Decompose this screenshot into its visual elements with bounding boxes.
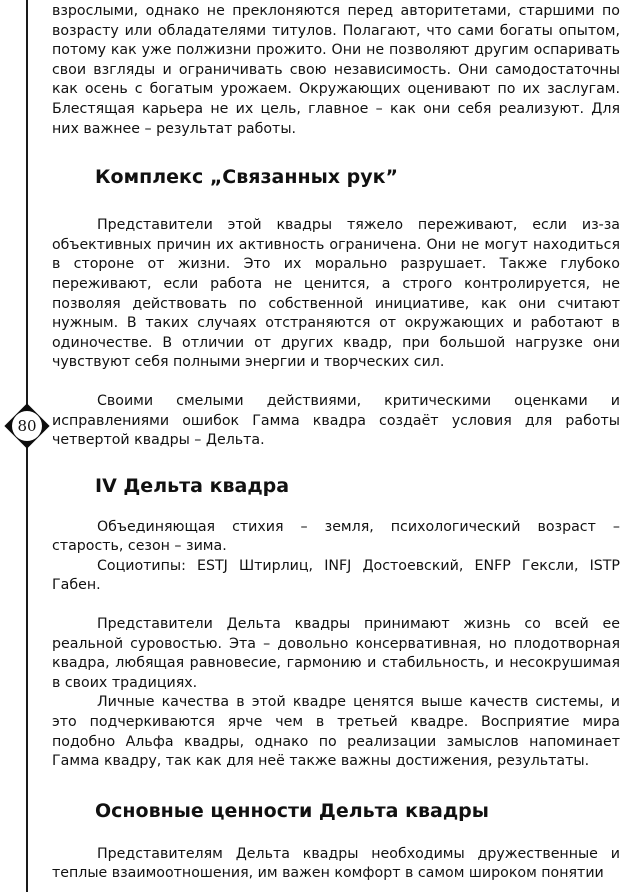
- paragraph-element: Объединяющая стихия – земля, психологический возраст – старость, сезон – зима.: [52, 518, 620, 555]
- section-heading-tied-hands: Комплекс „Связанных рук”: [95, 166, 399, 189]
- paragraph-delta-values: Представителям Дельта квадры необходимы дружественные и теплые взаимоотношения, им важен комфорт в самом широком понятии: [52, 845, 620, 882]
- section-heading-delta-values: Основные ценности Дельта квадры: [95, 799, 489, 822]
- paragraph-sociotypes: Социотипы: ESTJ Штирлиц, INFJ Достоевский, ENFP Гексли, ISTP Габен.: [52, 557, 620, 594]
- paragraph-gamma-conditions: Своими смелыми действиями, критическими оценками и исправлениями ошибок Гамма квадра создаёт условия для работы четвертой квадры – Дельта.: [52, 392, 620, 449]
- paragraph-tied-hands: Представители этой квадры тяжело переживают, если из-за объективных причин их активность ограничена. Они не могут находиться в стороне от жизни. Это их морально разрушает. Также глубоко переживают, если работа не ценится, а строго контролируется, не позволяя действовать по собственной инициативе, как они считают нужным. В таких случаях отстраняются от окружающих и работают в одиночестве. В отличии от других квадр, при большой нагрузке они чувствуют себя полными энергии и творческих сил.: [52, 217, 620, 371]
- page-number-badge: [5, 404, 49, 448]
- paragraph-personal-qualities: Личные качества в этой квадре ценятся выше качеств системы, и это подчеркиваются ярче чем в третьей квадре. Восприятие мира подобно Альфа квадры, однако по реализации замыслов напоминает Гамма квадру, так как для неё также важны достижения, результаты.: [52, 694, 620, 770]
- paragraph-delta-reality: Представители Дельта квадры принимают жизнь со всей ее реальной суровостью. Эта – довольно консервативная, но плодотворная квадра, любящая равновесие, гармонию и стабильность, и несокрушимая в своих традициях.: [52, 616, 620, 691]
- paragraph-intro: взрослыми, однако не преклоняются перед авторитетами, старшими по возрасту или обладателями титулов. Полагают, что сами богаты опытом, потому как уже полжизни прожито. Они не позволяют другим оспаривать свои взгляды и ограничивать свою независимость. Они самодостаточны как осень с богатым урожаем. Окружающих оценивают по их заслугам. Блестящая карьера не их цель, главное – как они себя реализуют. Для них важнее – результат работы.: [52, 3, 620, 137]
- page-content: [52, 2, 620, 884]
- page-number: 80: [17, 417, 37, 435]
- section-heading-delta-quadra: IV Дельта квадра: [95, 474, 290, 497]
